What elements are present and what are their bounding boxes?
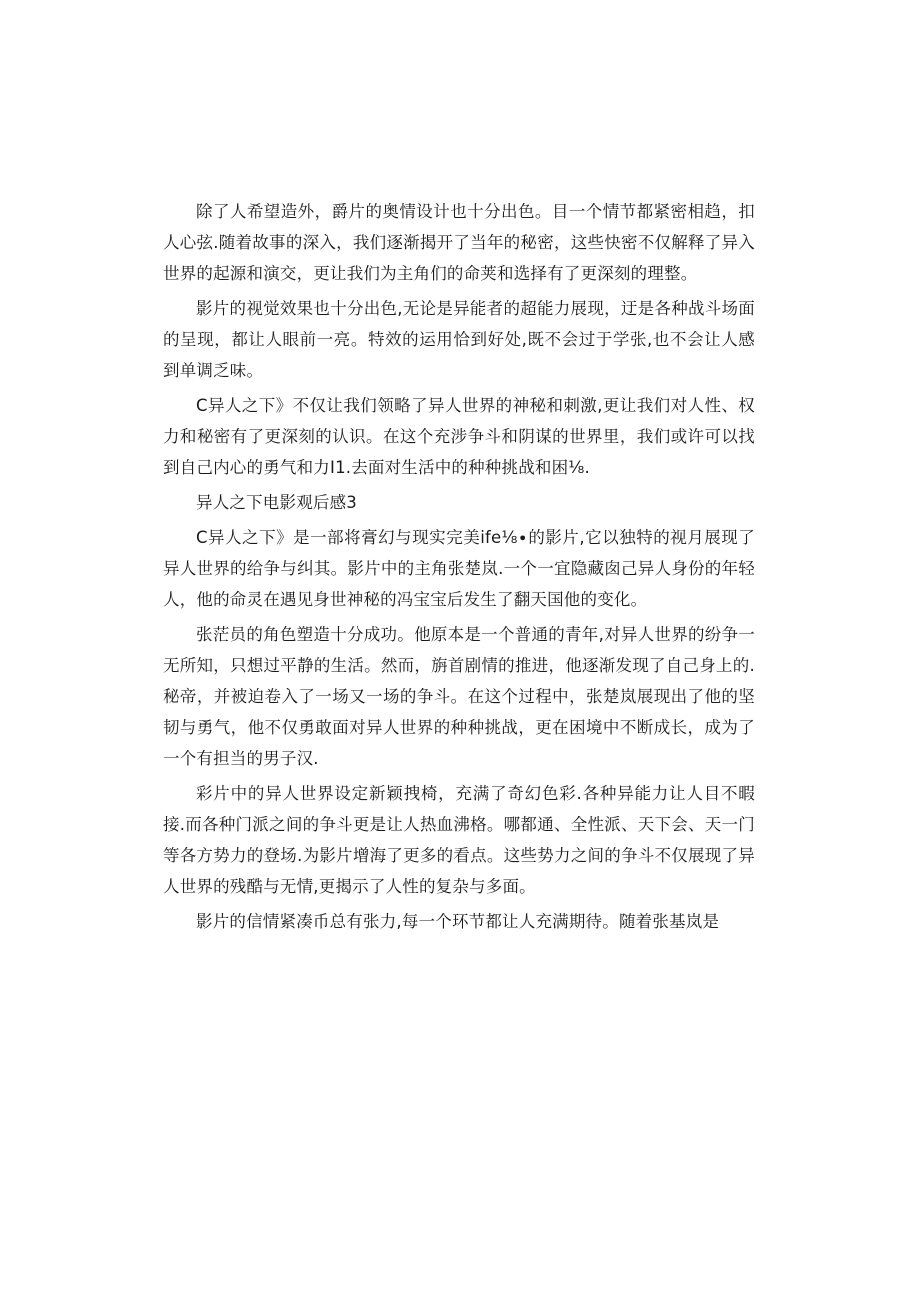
paragraph-character: 张茫员的角色塑造十分成功。他原本是一个普通的青年,对异人世界的纷争一无所知，只想过平静的生活。然而，旃首剧情的推进，他逐渐发现了自己身上的.秘帝，并被迫卷入了一场又一场的争斗。在这个过程中，张楚岚展现出了他的坚韧与勇气，他不仅勇敢面对异人世界的种种挑战，更在困境中不断成长，成为了一个有担当的男子汉. <box>163 625 755 768</box>
paragraph-visual-effects: 影片的视觉效果也十分出色,无论是异能者的超能力展现，迂是各种战斗场面的呈现，都让人眼前一亮。特效的运用恰到好处,既不会过于学张,也不会让人感到单调乏味。 <box>163 299 755 380</box>
section-heading: 异人之下电影观后感3 <box>196 493 357 512</box>
paragraph-intro: C异人之下》是一部将膏幻与现实完美ife⅛∙的影片,它以独特的视月展现了异人世界的给争与纠其。影片中的主角张楚岚.一个一宜隐藏囱己异人身份的年轻人，他的命灵在遇见身世神秘的冯宝宝后发生了翻天国他的变化。 <box>163 528 755 609</box>
paragraph-world-setting: 彩片中的异人世界设定新颖拽椅，充满了奇幻色彩.各种异能力让人目不暇接.而各种门派之间的争斗更是让人热血沸格。哪都通、全性派、天下会、天一门等各方势力的登场.为影片增海了更多的看点。这些势力之间的争斗不仅展现了异人世界的残酷与无情,更揭示了人性的复杂与多面。 <box>163 784 755 896</box>
document-body <box>163 196 755 941</box>
paragraph-conclusion: C异人之下》不仅让我们领略了异人世界的神秘和刺激,更让我们对人性、权力和秘密有了更深刻的认识。在这个充涉争斗和阴谋的世界里，我们或许可以找到自己内心的勇气和力I1.去面对生活中的种种挑战和困⅛. <box>163 396 755 477</box>
paragraph-pacing: 影片的信情紧凑币总有张力,每一个环节都让人充满期待。随着张基岚是 <box>196 912 720 931</box>
paragraph-plot: 除了人希望造外，爵片的奥情设计也十分出色。目一个情节都紧密相趋，扣人心弦.随着故事的深入，我们逐渐揭开了当年的秘密，这些快密不仅解释了异入世界的起源和演交，更让我们为主角们的命荚和选择有了更深刻的理整。 <box>163 202 755 283</box>
